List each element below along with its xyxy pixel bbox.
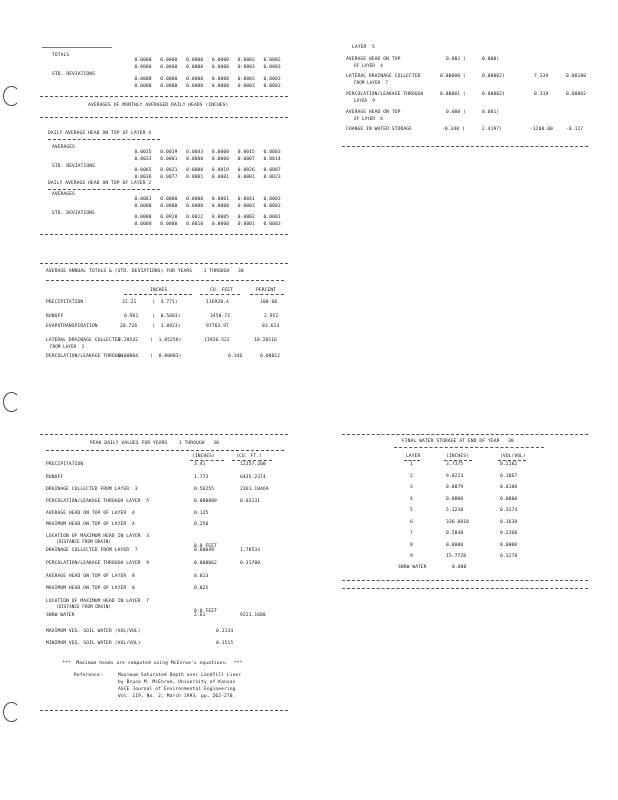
- punch-hole-top: [3, 86, 20, 106]
- value: 0.0023: [263, 174, 281, 180]
- value: 0.0003: [263, 221, 281, 227]
- row-inches: 0.250: [194, 522, 209, 527]
- value: 0.0000: [160, 83, 178, 89]
- annual-col-inches: INCHES: [150, 288, 168, 293]
- row-label: MINIMUM VEG. SOIL WATER (VOL/VOL): [46, 641, 141, 646]
- row-label: RUNOFF: [46, 314, 64, 319]
- value: 0.0000: [134, 214, 152, 220]
- row-vol: 0.1867: [500, 473, 518, 479]
- row-label: AVERAGE HEAD ON TOP OF LAYER 4: [46, 511, 135, 516]
- row-layer: 6: [410, 519, 413, 525]
- row-std: 2.4197): [482, 127, 503, 132]
- row-cuft: 0.319: [534, 92, 549, 97]
- row-label: SNOW WATER: [46, 613, 75, 618]
- row-label: DRAINAGE COLLECTED FROM LAYER 3: [46, 487, 138, 492]
- annual-title: AVERAGE ANNUAL TOTALS & (STD. DEVIATIONS) FOR YEARS 1 THROUGH 30: [46, 269, 244, 274]
- row-label-continued: OF LAYER 8: [354, 116, 383, 121]
- value: 0.0010: [186, 221, 204, 227]
- punch-hole-middle: [3, 392, 20, 412]
- row-percent: 10.20116: [254, 338, 277, 343]
- section-divider: [40, 96, 288, 97]
- value: 0.0005: [211, 214, 230, 220]
- heads-title: AVERAGES OF MONTHLY AVERAGED DAILY HEADS (INCHES): [88, 103, 229, 108]
- row-label: PERCOLATION/LEAKAGE THROUGH: [46, 354, 124, 359]
- row-inches: 3.41: [194, 462, 206, 467]
- row-inches: 0.000009: [194, 499, 217, 504]
- column-underline: [498, 460, 526, 461]
- row-vol: 0.0188: [500, 485, 518, 490]
- value: 0.0000: [211, 156, 230, 162]
- value: 0.0041: [237, 196, 255, 202]
- value: 0.0000: [160, 196, 178, 202]
- row-std: 0.00002): [482, 92, 505, 97]
- row-inches: 0.961: [124, 314, 139, 319]
- row-std: ( 0.00003): [150, 354, 182, 359]
- value: 0.0077: [160, 174, 178, 180]
- row-percent: 100.00: [260, 300, 278, 305]
- row-std: 0.001): [482, 110, 500, 115]
- row-cuft: 0.03131: [240, 499, 261, 504]
- row-percent: -0.117: [566, 127, 584, 132]
- value: 0.0043: [186, 149, 204, 155]
- value: 0.0000: [134, 76, 152, 82]
- row-percent: 83.614: [262, 324, 280, 329]
- value: 0.0000: [134, 64, 152, 70]
- reference-line: Maximum Saturated Depth over Landfill Liner: [118, 673, 242, 678]
- sub-divider: [48, 139, 160, 140]
- row-label: PERCOLATION/LEAKAGE THROUGH LAYER 9: [46, 561, 150, 566]
- row-std: 0.00002): [482, 74, 505, 79]
- value: 0.0001: [160, 156, 178, 162]
- row-std: 0.000): [482, 57, 500, 62]
- value: 0.0002: [237, 214, 255, 220]
- value: 0.0003: [237, 57, 255, 63]
- reference-line: ASCE Journal of Environmental Engineering: [118, 687, 236, 692]
- row-label: EVAPOTRANSPIRATION: [46, 324, 98, 329]
- value: 0.0001: [134, 196, 152, 202]
- row-label: PRECIPITATION: [46, 300, 84, 305]
- value: 0.0003: [237, 83, 255, 89]
- value: 0.0000: [134, 57, 152, 63]
- row-inches: 336.0818: [446, 519, 469, 525]
- row-label: PERCOLATION/LEAKAGE THROUGH: [346, 92, 424, 97]
- row-vol: 0.2360: [500, 531, 518, 536]
- column-underline: [124, 294, 192, 295]
- row-std: ( 1.05258): [150, 338, 182, 343]
- row-cuft: 3450.72: [210, 314, 231, 319]
- row-layer: 9: [410, 554, 413, 559]
- row-inches: 15.7728: [446, 554, 467, 559]
- value: 0.0000: [186, 76, 204, 82]
- row-label: PRECIPITATION: [46, 462, 84, 467]
- value: 0.0033: [134, 156, 152, 162]
- row-inches: 0.1515: [216, 641, 234, 646]
- value: 0.0012: [186, 214, 204, 220]
- row-inches: 0.0 FEET: [194, 544, 217, 549]
- row-inches: 2.61: [194, 613, 206, 618]
- value: 0.0003: [263, 64, 281, 70]
- value: 0.0003: [263, 83, 281, 89]
- row-label: CHANGE IN WATER STORAGE: [346, 127, 412, 132]
- value: 0.0000: [160, 57, 178, 63]
- row-label: LATERAL DRAINAGE COLLECTED: [346, 74, 421, 79]
- value: 0.0001: [186, 174, 204, 180]
- sub-divider: [46, 280, 284, 281]
- value: 0.0000: [186, 156, 204, 162]
- section-divider: [40, 117, 288, 118]
- annual-col-cuft: CU. FEET: [210, 288, 233, 293]
- row-percent: 0.00012: [260, 354, 281, 359]
- row-vol: 0.3278: [500, 554, 518, 559]
- reference-line: Vol. 119, No. 2, March 1993, pp. 262-270.: [118, 694, 236, 699]
- row-label: LOCATION OF MAXIMUM HEAD IN LAYER 3: [46, 534, 150, 539]
- storage-col-layer: LAYER: [406, 454, 421, 459]
- row-label: AVERAGE HEAD ON TOP: [346, 57, 401, 62]
- row-layer: 3: [410, 485, 413, 490]
- value: 0.0015: [237, 149, 255, 155]
- peak-title: PEAK DAILY VALUES FOR YEARS 1 THROUGH 30: [90, 441, 219, 446]
- layer2-heading: DAILY AVERAGE HEAD ON TOP OF LAYER 2: [48, 181, 152, 186]
- row-inches: 0.0 FEET: [194, 609, 217, 614]
- row-cuft: 116920.4: [206, 300, 229, 305]
- row-inches: 0.00049: [194, 548, 215, 553]
- reference-label: Reference:: [74, 673, 103, 678]
- row-layer: 2: [410, 473, 413, 479]
- row-label: LOCATION OF MAXIMUM HEAD IN LAYER 7: [46, 599, 150, 604]
- value: 0.0001: [237, 174, 255, 180]
- value: 0.0002: [263, 57, 281, 63]
- row-inches: 3.28542: [118, 338, 139, 343]
- sub-divider: [46, 450, 284, 451]
- row-value: 0.000 (: [446, 110, 467, 115]
- row-layer: 1: [410, 462, 413, 467]
- layer4-heading: DAILY AVERAGE HEAD ON TOP OF LAYER 4: [48, 131, 152, 136]
- row-inches: 9.0223: [446, 473, 464, 479]
- section-divider: [40, 434, 288, 435]
- row-label: MAXIMUM HEAD ON TOP OF LAYER 4: [46, 522, 135, 527]
- value: 0.0007: [263, 167, 281, 173]
- row-inches: 0.0000: [446, 496, 464, 502]
- value: 0.0000: [186, 83, 204, 89]
- value: 0.0014: [263, 156, 281, 162]
- row-inches: 0.00004: [118, 354, 139, 359]
- value: 0.0003: [263, 149, 281, 155]
- row-label: RUNOFF: [46, 475, 64, 480]
- std-deviations-label: STD. DEVIATIONS: [52, 72, 95, 77]
- row-layer: 7: [410, 531, 413, 536]
- value: 0.0036: [134, 174, 152, 180]
- value: 0.0000: [211, 76, 230, 82]
- row-label-continued: OF LAYER 4: [354, 63, 383, 68]
- layer2-std-row-2: [123, 218, 281, 232]
- row-inches: 3.7375: [446, 462, 464, 467]
- row-label-continued: FROM LAYER 7: [354, 80, 389, 85]
- std-deviations-row-2: [123, 80, 281, 94]
- section-divider: [40, 710, 288, 711]
- row-value: -0.340 (: [442, 127, 465, 132]
- column-underline: [444, 460, 472, 461]
- row-cuft: 2361.18469: [240, 487, 269, 492]
- section-divider: [40, 263, 288, 264]
- row-inches: 32.21: [122, 300, 137, 305]
- value: 0.0026: [237, 167, 255, 173]
- row-layer: 8: [410, 542, 413, 548]
- row-inches: 0.5848: [446, 531, 464, 536]
- layer-heading: LAYER 5: [352, 45, 375, 50]
- row-label: MAXIMUM HEAD ON TOP OF LAYER 8: [46, 586, 135, 591]
- value: 0.0000: [134, 221, 152, 227]
- row-cuft: 12357.200: [240, 462, 266, 467]
- value: 0.0000: [160, 203, 178, 209]
- row-percent: 0.00100: [566, 74, 587, 79]
- section-divider: [40, 234, 288, 235]
- row-std: ( 4.771): [152, 300, 178, 305]
- value: 0.0003: [263, 196, 281, 202]
- peak-note: *** Maximum heads are computed using McEnroe's equations. ***: [62, 661, 243, 666]
- section-divider: [342, 580, 588, 581]
- value: 0.0000: [211, 221, 230, 227]
- row-cuft: 0.146: [228, 354, 243, 359]
- row-vol: 0.0000: [500, 496, 518, 502]
- column-underline: [250, 294, 284, 295]
- row-label: MAXIMUM VEG. SOIL WATER (VOL/VOL): [46, 629, 141, 634]
- row-layer: 5: [410, 508, 413, 513]
- row-cuft: 1.78534: [240, 548, 261, 553]
- storage-col-vol: (VOL/VOL): [500, 454, 526, 459]
- value: 0.0003: [237, 203, 255, 209]
- storage-snow-label: SNOW WATER: [398, 565, 427, 570]
- row-inches: 0.3134: [216, 629, 234, 634]
- punch-hole-bottom: [3, 702, 20, 722]
- value: 0.0021: [160, 167, 178, 173]
- row-label-continued: LAYER 9: [354, 98, 375, 103]
- row-percent: 0.00002: [566, 92, 587, 97]
- value: 0.0000: [211, 64, 230, 70]
- value: 0.0000: [211, 57, 230, 63]
- totals-label: TOTALS: [52, 53, 70, 58]
- row-cuft: 7.339: [534, 74, 549, 79]
- row-value: 0.00000 (: [440, 74, 466, 79]
- value: 0.0000: [134, 203, 152, 209]
- value: 0.0019: [160, 149, 178, 155]
- row-inches: 0.013: [194, 574, 209, 579]
- top-rule-left: [42, 47, 112, 48]
- section-divider: [342, 588, 588, 589]
- storage-title: FINAL WATER STORAGE AT END OF YEAR 30: [402, 439, 514, 444]
- row-inches: 0.125: [194, 511, 209, 516]
- row-inches: 1.773: [194, 475, 209, 480]
- value: 0.0035: [134, 149, 152, 155]
- layer4-averages-label: AVERAGES: [52, 145, 75, 150]
- row-value: 0.001 (: [446, 57, 467, 62]
- row-vol: 0.3638: [500, 519, 518, 525]
- value: 0.0007: [237, 156, 255, 162]
- row-inches: 0.0000: [446, 542, 464, 548]
- storage-col-inches: (INCHES): [446, 454, 469, 459]
- value: 0.0019: [211, 167, 230, 173]
- row-value: 0.00001 (: [440, 92, 466, 97]
- row-cuft: 97763.97: [206, 324, 229, 329]
- sub-divider: [394, 447, 544, 448]
- layer2-averages-label: AVERAGES: [52, 192, 75, 197]
- row-label: AVERAGE HEAD ON TOP: [346, 110, 401, 115]
- layer2-std-label: STD. DEVIATIONS: [52, 211, 95, 216]
- column-underline: [404, 460, 420, 461]
- row-inches: 0.56255: [194, 487, 215, 492]
- value: 0.0000: [160, 64, 178, 70]
- storage-snow-value: 0.000: [452, 565, 467, 570]
- peak-col-inches: (INCHES): [192, 454, 215, 459]
- value: 0.0003: [237, 76, 255, 82]
- reference-line: by Bruce M. McEnroe, University of Kansas: [118, 680, 236, 685]
- value: 0.0000: [211, 203, 230, 209]
- value: 0.0000: [186, 196, 204, 202]
- row-label: AVERAGE HEAD ON TOP OF LAYER 8: [46, 574, 135, 579]
- column-underline: [200, 294, 240, 295]
- row-vol: 0.0000: [500, 542, 518, 548]
- value: 0.0000: [211, 149, 230, 155]
- row-inches: 0.000062: [194, 561, 217, 566]
- row-cuft: -1200.00: [530, 127, 553, 132]
- row-label-continued: FROM LAYER 3: [50, 344, 85, 349]
- value: 0.0003: [237, 64, 255, 70]
- row-vol: 0.3274: [500, 508, 518, 513]
- value: 0.0065: [134, 167, 152, 173]
- value: 0.0928: [160, 214, 178, 220]
- value: 0.0001: [211, 174, 230, 180]
- column-underline: [190, 460, 224, 461]
- row-std: ( 0.5603): [152, 314, 181, 319]
- section-divider: [342, 146, 588, 147]
- peak-col-cuft: (CU. FT.): [236, 454, 262, 459]
- row-label-continued: (DISTANCE FROM DRAIN): [56, 539, 112, 544]
- value: 0.0000: [134, 83, 152, 89]
- value: 0.0000: [186, 203, 204, 209]
- row-inches: 0.0079: [446, 485, 464, 490]
- value: 0.0001: [263, 214, 281, 220]
- row-cuft: 6435.2374: [240, 475, 266, 480]
- value: 0.0001: [237, 221, 255, 227]
- row-label: LATERAL DRAINAGE COLLECTED: [46, 338, 121, 343]
- value: 0.0000: [186, 64, 204, 70]
- value: 0.0003: [263, 203, 281, 209]
- row-label: DRAINAGE COLLECTED FROM LAYER 7: [46, 548, 138, 553]
- row-inches: 5.1238: [446, 508, 464, 513]
- row-cuft: 11926.522: [204, 338, 230, 343]
- row-inches: 0.025: [194, 586, 209, 591]
- value: 0.0000: [160, 76, 178, 82]
- row-std: ( 3.0923): [152, 324, 181, 329]
- row-cuft: 0.31700: [240, 561, 261, 566]
- value: 0.0000: [186, 167, 204, 173]
- row-percent: 2.952: [264, 314, 279, 319]
- value: 0.0003: [263, 76, 281, 82]
- value: 0.0000: [211, 83, 230, 89]
- annual-col-percent: PERCENT: [256, 288, 277, 293]
- sub-divider: [48, 189, 160, 190]
- row-cuft: 9221.1680: [240, 613, 266, 618]
- row-inches: 28.726: [120, 324, 138, 329]
- value: 0.0000: [160, 221, 178, 227]
- column-underline: [232, 460, 272, 461]
- row-label: PERCOLATION/LEAKAGE THROUGH LAYER 5: [46, 499, 150, 504]
- row-label-continued: (DISTANCE FROM DRAIN): [56, 604, 112, 609]
- row-vol: 0.2182: [500, 462, 518, 467]
- row-layer: 4: [410, 496, 413, 502]
- value: 0.0000: [186, 57, 204, 63]
- layer4-std-label: STD. DEVIATIONS: [52, 164, 95, 169]
- section-divider: [342, 434, 588, 435]
- value: 0.0001: [211, 196, 230, 202]
